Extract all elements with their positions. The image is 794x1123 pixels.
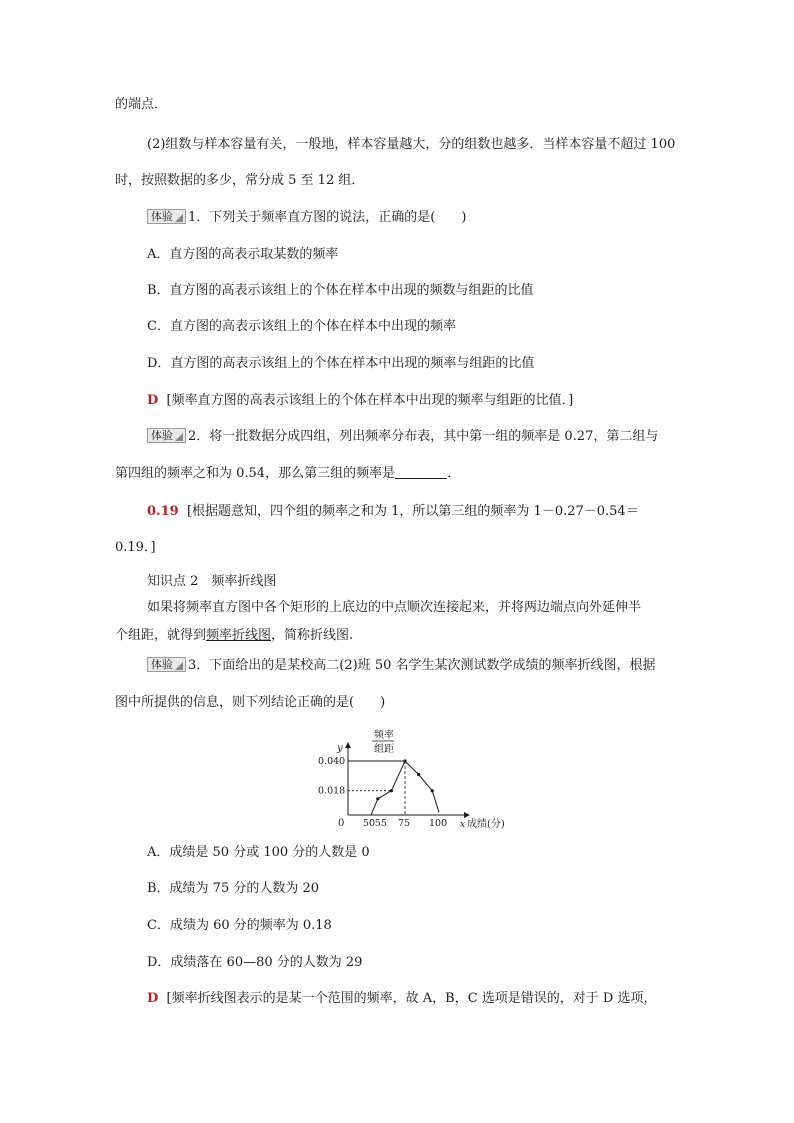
x-axis-arrow-icon [464, 812, 470, 818]
question-1-stem: 体验 1．下列关于频率直方图的说法，正确的是( ) [147, 208, 466, 228]
answer-explanation: [根据题意知，四个组的频率之和为 1，所以第三组的频率为 1－0.27－0.54＝ [186, 504, 639, 519]
question-2-answer [147, 502, 639, 522]
x-axis-letter: x [460, 820, 466, 830]
definition-line2: 个组距，就得到频率折线图，简称折线图. [115, 628, 354, 643]
question-3-option-b: B．成绩为 75 分的人数为 20 [147, 881, 320, 896]
frequency-polygon-chart [318, 728, 528, 833]
question-3-option-c: C．成绩为 60 分的频率为 0.18 [147, 918, 332, 933]
paragraph-group-count-line1: (2)组数与样本容量有关，一般地，样本容量越大，分的组数也越多．当样本容量不超过 100 [147, 137, 676, 152]
y-axis-arrow-icon [345, 742, 351, 748]
definition-line1: 如果将频率直方图中各个矩形的上底边的中点顺次连接起来，并将两边端点向外延伸半 [147, 600, 642, 615]
question-1-option-b: B．直方图的高表示该组上的个体在样本中出现的频数与组距的比值 [147, 283, 534, 298]
question-1-answer [147, 391, 573, 411]
x-tick-label: 50 [363, 818, 376, 829]
answer-letter: D [147, 991, 159, 1006]
question-3-option-d: D．成绩落在 60—80 分的人数为 29 [147, 955, 363, 970]
term-frequency-polygon: 频率折线图 [206, 628, 272, 643]
ylabel-numerator: 频率 [374, 730, 394, 741]
exercise-tag: 体验 [147, 657, 186, 672]
question-3-option-a: A．成绩是 50 分或 100 分的人数是 0 [147, 845, 370, 860]
x-tick-label: 55 [374, 818, 387, 829]
data-point [417, 773, 420, 776]
y-tick-label: 0.018 [318, 785, 346, 797]
answer-explanation: [频率折线图表示的是某一个范围的频率，故 A，B，C 选项是错误的，对于 D 选项， [166, 991, 657, 1006]
answer-letter: D [147, 393, 159, 408]
data-point [403, 759, 406, 762]
section-heading: 知识点 2 频率折线图 [147, 574, 277, 589]
answer-value: 0.19 [147, 504, 179, 519]
question-2-stem-line1: 体验 2．将一批数据分成四组，列出频率分布表，其中第一组的频率是 0.27，第二组与 [147, 427, 658, 447]
data-point [376, 797, 379, 800]
question-2-stem-line2: 第四组的频率之和为 0.54，那么第三组的频率是 ． [115, 466, 461, 481]
question-2-answer-line2: 0.19．] [115, 540, 156, 555]
x-tick-label: 100 [429, 818, 448, 829]
paragraph-fragment: 的端点． [115, 97, 168, 112]
origin-label: 0 [338, 818, 345, 829]
question-1-option-a: A．直方图的高表示取某数的频率 [147, 247, 339, 262]
question-1-option-d: D．直方图的高表示该组上的个体在样本中出现的频率与组距的比值 [147, 356, 535, 371]
x-tick-label: 75 [398, 818, 411, 829]
paragraph-group-count-line2: 时，按照数据的多少，常分成 5 至 12 组． [115, 173, 365, 188]
triangle-icon [175, 662, 183, 670]
question-3-answer [147, 989, 656, 1009]
data-point [431, 789, 434, 792]
triangle-icon [175, 433, 183, 441]
question-3-stem-line2: 图中所提供的信息，则下列结论正确的是( ) [115, 695, 386, 710]
triangle-icon [175, 214, 183, 222]
x-axis-label: 成绩(分) [467, 819, 505, 830]
y-axis-letter: y [337, 743, 343, 754]
exercise-tag: 体验 [147, 209, 186, 224]
data-point [390, 789, 393, 792]
answer-blank [395, 464, 447, 479]
question-3-stem-line1: 体验 3．下面给出的是某校高二(2)班 50 名学生某次测试数学成绩的频率折线图，根据 [147, 656, 656, 676]
y-tick-label: 0.040 [318, 756, 346, 767]
question-1-option-c: C．直方图的高表示该组上的个体在样本中出现的频率 [147, 319, 456, 334]
answer-explanation: [频率直方图的高表示该组上的个体在样本中出现的频率与组距的比值．] [166, 393, 574, 408]
ylabel-denominator: 组距 [374, 744, 394, 755]
exercise-tag: 体验 [147, 428, 186, 443]
